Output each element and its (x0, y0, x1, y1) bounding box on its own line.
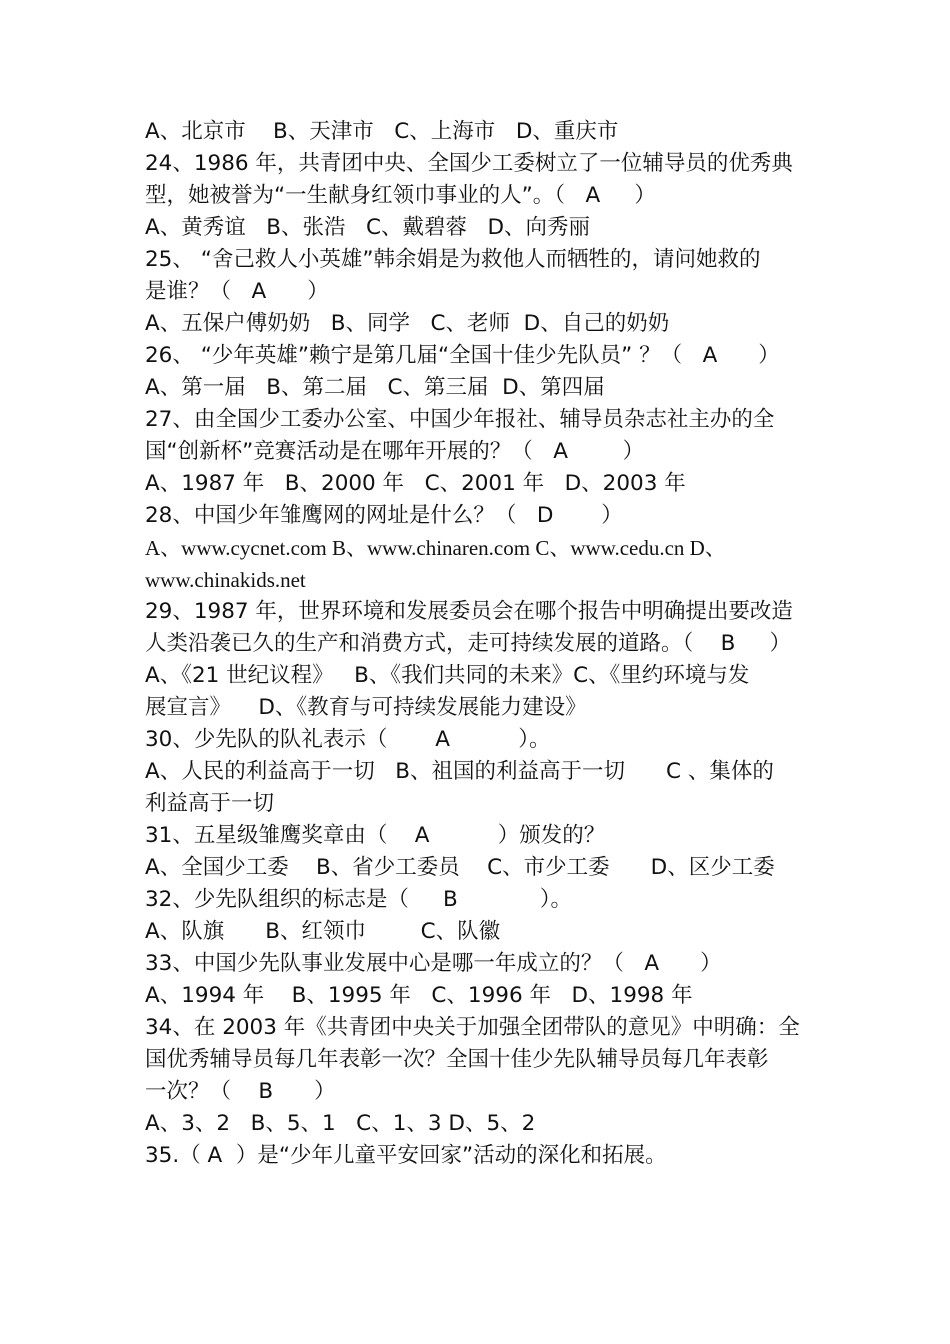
text-line: A、队旗 B、红领巾 C、队徽 (145, 919, 501, 944)
text-line: 35.（ A ）是“少年儿童平安回家”活动的深化和拓展。 (145, 1143, 667, 1168)
text-line: 国优秀辅导员每几年表彰一次？全国十佳少先队辅导员每几年表彰 (145, 1047, 769, 1072)
text-line: 利益高于一切 (145, 791, 275, 816)
text-line: A、全国少工委 B、省少工委员 C、市少工委 D、区少工委 (145, 855, 775, 880)
text-line: 国“创新杯”竞赛活动是在哪年开展的？（ A ） (145, 439, 645, 464)
text-line: 24、1986 年，共青团中央、全国少工委树立了一位辅导员的优秀典 (145, 151, 793, 176)
text-line: 展宣言》 D、《教育与可持续发展能力建设》 (145, 695, 587, 720)
text-line: A、北京市 B、天津市 C、上海市 D、重庆市 (145, 119, 619, 144)
text-line: A、1987 年 B、2000 年 C、2001 年 D、2003 年 (145, 471, 686, 496)
text-line: 32、少先队组织的标志是（ B ）。 (145, 887, 573, 912)
text-line: 34、在 2003 年《共青团中央关于加强全团带队的意见》中明确：全 (145, 1015, 800, 1040)
text-line: 型，她被誉为“一生献身红领巾事业的人”。（ A ） (145, 183, 656, 208)
text-line: 是谁？（ A ） (145, 279, 329, 304)
text-line: 31、五星级雏鹰奖章由（ A ）颁发的？ (145, 823, 606, 848)
text-line: A、第一届 B、第二届 C、第三届 D、第四届 (145, 375, 605, 400)
text-line: A、3、2 B、5、1 C、1、3 D、5、2 (145, 1111, 536, 1136)
text-line: 28、中国少年雏鹰网的网址是什么？（ D ） (145, 503, 623, 528)
text-line: A、人民的利益高于一切 B、祖国的利益高于一切 C 、集体的 (145, 759, 774, 784)
text-line: 29、1987 年，世界环境和发展委员会在哪个报告中明确提出要改造 (145, 599, 793, 624)
text-line: A、五保户傅奶奶 B、同学 C、老师 D、自己的奶奶 (145, 311, 670, 336)
text-line: 25、 “舍己救人小英雄”韩余娟是为救他人而牺牲的，请问她救的 (145, 247, 761, 272)
text-line-url: www.chinakids.net (145, 568, 306, 592)
text-line: 27、由全国少工委办公室、中国少年报社、辅导员杂志社主办的全 (145, 407, 775, 432)
text-line: 人类沿袭已久的生产和消费方式，走可持续发展的道路。（ B ） (145, 631, 792, 656)
document-page (145, 116, 825, 1172)
text-line: A、1994 年 B、1995 年 C、1996 年 D、1998 年 (145, 983, 693, 1008)
text-line: A、黄秀谊 B、张浩 C、戴碧蓉 D、向秀丽 (145, 215, 591, 240)
text-line: 33、中国少先队事业发展中心是哪一年成立的？（ A ） (145, 951, 722, 976)
text-line: A、《21 世纪议程》 B、《我们共同的未来》C、《里约环境与发 (145, 663, 750, 688)
text-line: 26、 “少年英雄”赖宁是第几届“全国十佳少先队员” ？（ A ） (145, 343, 780, 368)
text-line: 30、少先队的队礼表示（ A ）。 (145, 727, 551, 752)
text-line: 一次？（ B ） (145, 1079, 336, 1104)
text-line-url: A、www.cycnet.com B、www.chinaren.com C、www.cedu.cn D、 (145, 536, 726, 560)
